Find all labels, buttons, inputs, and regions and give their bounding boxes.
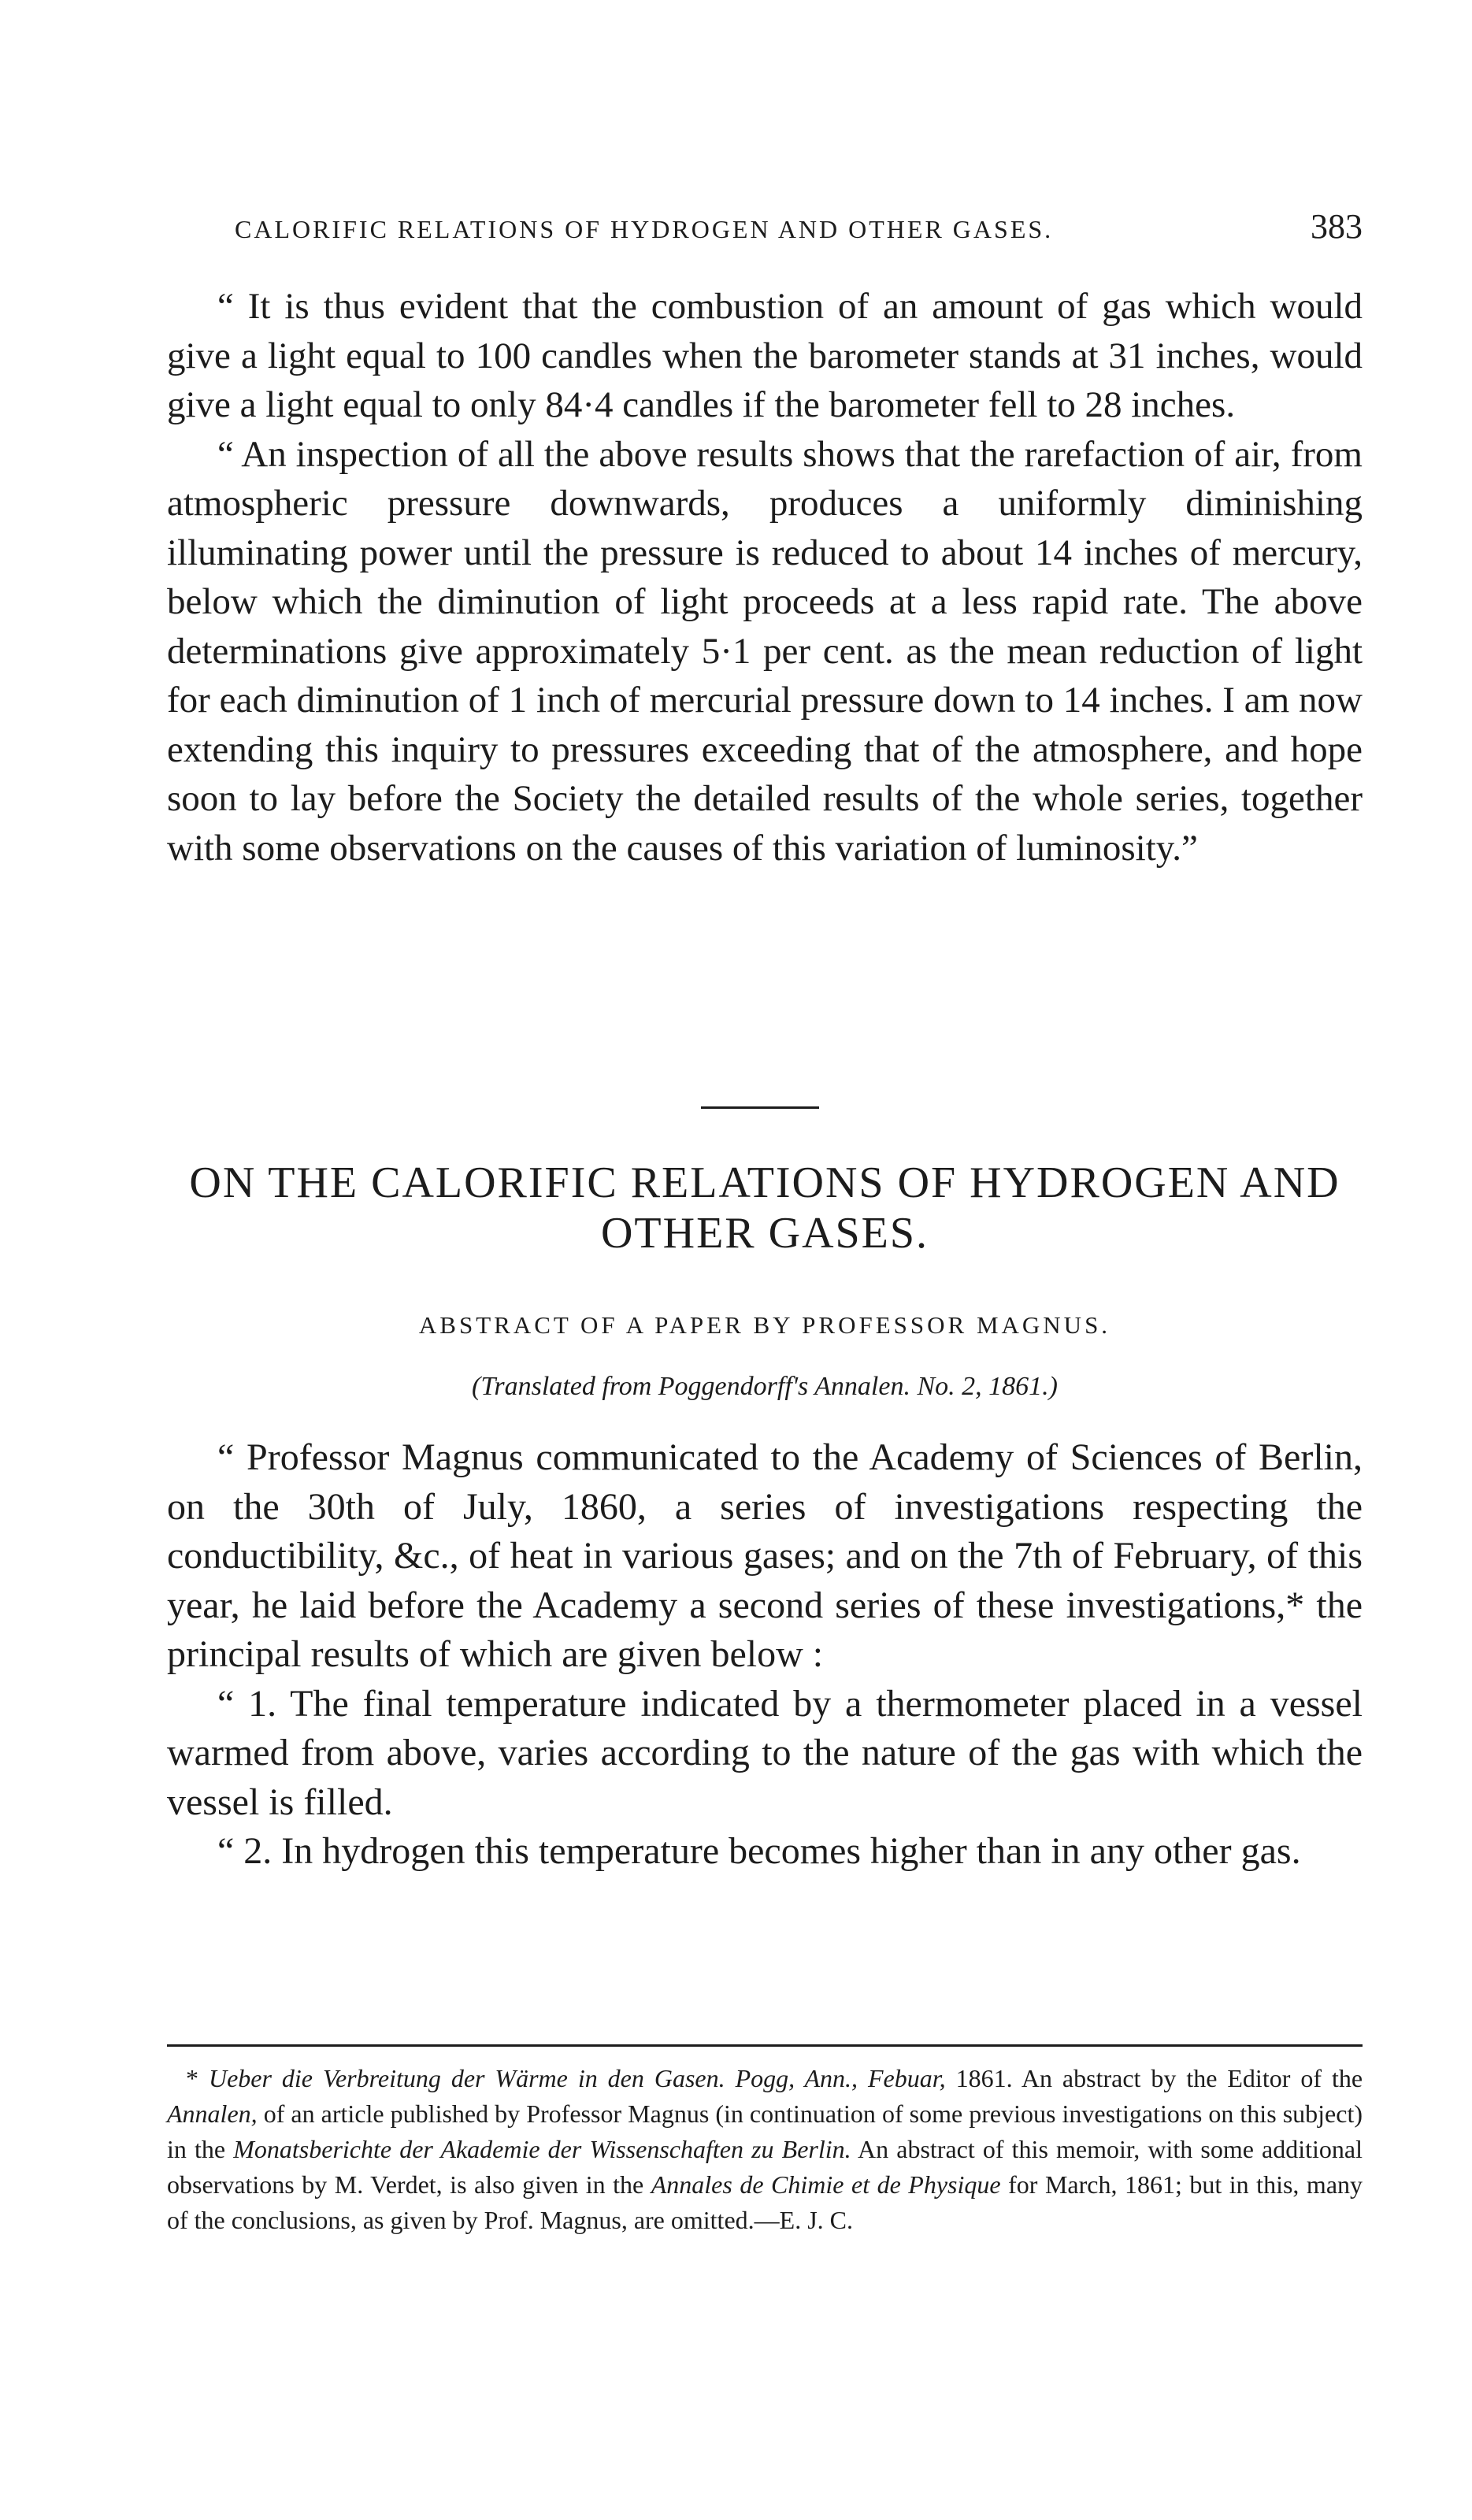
article-paragraph-3: “ 2. In hydrogen this temperature becomes higher than in any other gas. (217, 1830, 1301, 1872)
section-separator-rule (701, 1106, 819, 1109)
page-number: 383 (1311, 207, 1363, 246)
footnote-annalen: Annalen, (167, 2099, 258, 2128)
footnote-year: 1861. (955, 2064, 1013, 2092)
footnote-annales: Annales de Chimie et de Physique (651, 2170, 1001, 2199)
continued-text (167, 282, 1363, 873)
translation-note: (Translated from Poggendorff's Annalen. No. 2, 1861.) (472, 1372, 1058, 1401)
footnote (167, 2061, 1363, 2238)
footnote-separator-rule (167, 2044, 1363, 2047)
footnote-text-two: of an article published by Professor Magnus (in continuation of some previous investigations on this subject) in the (167, 2099, 1363, 2163)
footnote-title: Ueber die Verbreitung der Wärme in den Gasen. (208, 2064, 725, 2092)
article-title: ON THE CALORIFIC RELATIONS OF HYDROGEN AND OTHER GASES. (189, 1158, 1340, 1258)
abstract-byline: ABSTRACT OF A PAPER BY PROFESSOR MAGNUS. (418, 1311, 1111, 1339)
article-paragraph-1: “ Professor Magnus communicated to the Academy of Sciences of Berlin, on the 30th of July, 1860, a series of investigations respecting the conductibility, &c., of heat in various gases; and on the 7th of February, of this year, he laid before the Academy a second series of these investigations,* the principal results of which are given below : (167, 1436, 1363, 1675)
continued-paragraph-2: “ An inspection of all the above results shows that the rarefaction of air, from atmospheric pressure downwards, produces a uniformly diminishing illuminating power until the pressure is reduced to about 14 inches of mercury, below which the diminution of light proceeds at a less rapid rate. The above determinations give approximately 5·1 per cent. as the mean reduction of light for each diminution of 1 inch of mercurial pressure down to 14 inches. I am now extending this inquiry to pressures exceeding that of the atmosphere, and hope soon to lay before the Society the detailed results of the whole series, together with some observations on the causes of this variation of luminosity.” (167, 433, 1363, 869)
running-head (235, 206, 1363, 254)
footnote-source: Pogg, Ann., Febuar, (735, 2064, 946, 2092)
running-head-title: CALORIFIC RELATIONS OF HYDROGEN AND OTHER GASES. (235, 215, 1054, 243)
footnote-text-one: An abstract by the Editor of the (1021, 2064, 1363, 2092)
footnote-text-three: An abstract of this memoir, with some additional observations by M. Verdet, is also given in the (167, 2135, 1363, 2199)
article-body (167, 1433, 1363, 1877)
footnote-text-four: for March, 1861; but in this, many of the conclusions, as given by Prof. Magnus, are omitted.—E. J. C. (167, 2170, 1363, 2234)
continued-paragraph-1: “ It is thus evident that the combustion of an amount of gas which would give a light equal to 100 candles when the barometer stands at 31 inches, would give a light equal to only 84·4 candles if the barometer fell to 28 inches. (167, 286, 1363, 425)
footnote-marker: * (186, 2064, 198, 2092)
footnote-monatsberichte: Monatsberichte der Akademie der Wissenschaften zu Berlin. (233, 2135, 851, 2163)
article-paragraph-2: “ 1. The final temperature indicated by a thermometer placed in a vessel warmed from above, varies according to the nature of the gas with which the vessel is filled. (167, 1682, 1363, 1823)
